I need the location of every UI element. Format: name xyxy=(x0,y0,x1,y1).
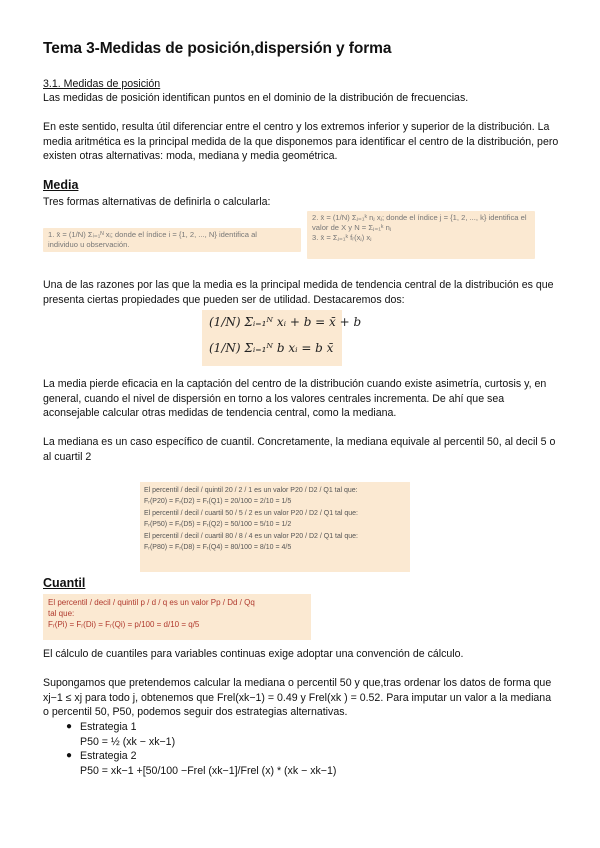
formula-line: individuo u observación. xyxy=(48,240,130,249)
list-item xyxy=(66,749,550,764)
eficacia-paragraph: La media pierde eficacia en la captación del centro de la distribución cuando existe asimetría, curtosis y, en general, cuando el nivel de dispersión en torno a los valores centrales incrementa. De ahí que sea aconsejable calcular otras medidas de tendencia central, como la mediana. xyxy=(43,378,547,419)
cuantil-definition-box xyxy=(43,594,311,640)
cuantil-def-line: tal que: xyxy=(48,609,75,618)
supongamos-paragraph: Supongamos que pretendemos calcular la mediana o percentil 50 y que,tras ordenar los datos de forma que xj−1 ≤ xj para todo j, obtenemos que Frel(xk−1) = 0.49 y Frel(xk ) = 0.52. Para imputar un valor a la mediana o percentil 50, P50, podemos seguir dos estrategias alternativas. xyxy=(43,677,552,718)
percentile-line: El percentil / decil / cuartil 80 / 8 / 4 es un valor P20 / D2 / Q1 tal que: xyxy=(144,532,358,540)
page-title: Tema 3-Medidas de posición,dispersión y forma xyxy=(43,40,392,57)
centro-paragraph: En este sentido, resulta útil diferenciar entre el centro y los extremos inferior y superior de la distribución. La media aritmética es la principal medida de la que disponemos para identificar el centro de la distribución, pero existen otras alternativas: moda, mediana y media geométrica. xyxy=(43,121,559,162)
percentile-examples-box xyxy=(140,482,410,572)
strategy-1-label: Estrategia 1 xyxy=(80,721,137,733)
media-formulas-box-right xyxy=(307,211,535,259)
propiedades-paragraph: Una de las razones por las que la media es la principal medida de tendencia central de la distribución es que presenta ciertas propiedades que pueden ser de utilidad. Destacaremos dos: xyxy=(43,279,554,306)
percentile-line: El percentil / decil / quintil 20 / 2 / 1 es un valor P20 / D2 / Q1 tal que: xyxy=(144,487,358,494)
formula-line: valor de X y N = Σⱼ₌₁ᵏ nⱼ xyxy=(312,223,392,232)
strategy-2-label: Estrategia 2 xyxy=(80,750,137,762)
strategies-list xyxy=(66,720,550,778)
bullet-icon: ● xyxy=(66,750,73,761)
list-item xyxy=(66,720,550,735)
subsection-heading: 3.1. Medidas de posición xyxy=(43,78,161,90)
media-heading: Media xyxy=(43,178,79,192)
percentile-line: El percentil / decil / cuartil 50 / 5 / 2 es un valor P20 / D2 / Q1 tal que: xyxy=(144,509,358,517)
cuantil-def-line: Fᵣ(Pi) = Fᵣ(Di) = Fᵣ(Qi) = p/100 = d/10 = q/5 xyxy=(48,620,200,629)
strategy-1-formula: P50 = ½ (xk − xk−1) xyxy=(80,735,176,748)
percentile-line: Fᵣ(P20) = Fᵣ(D2) = Fᵣ(Q1) = 20/100 = 2/10 = 1/5 xyxy=(144,498,292,506)
list-item-continuation xyxy=(80,764,550,779)
percentile-line: Fᵣ(P80) = Fᵣ(D8) = Fᵣ(Q4) = 80/100 = 8/10 = 4/5 xyxy=(144,544,292,552)
intro-paragraph: Las medidas de posición identifican puntos en el dominio de la distribución de frecuencias. xyxy=(43,92,469,104)
formula-line: 1. x̄ = (1/N) Σᵢ₌₁ᴺ xᵢ; donde el índice i = {1, 2, ..., N} identifica al xyxy=(48,230,257,239)
calculo-paragraph: El cálculo de cuantiles para variables continuas exige adoptar una convención de cálculo. xyxy=(43,648,464,660)
formula-line: 2. x̄ = (1/N) Σⱼ₌₁ᵏ nⱼ xⱼ; donde el índice j = {1, 2, ..., k} identifica el xyxy=(312,213,527,222)
property-formula-2: (1/N) Σᵢ₌₁ᴺ b xᵢ = b x̄ xyxy=(209,341,334,355)
bullet-icon: ● xyxy=(66,721,73,732)
percentile-line: Fᵣ(P50) = Fᵣ(D5) = Fᵣ(Q2) = 50/100 = 5/10 = 1/2 xyxy=(144,521,292,529)
strategy-2-formula: P50 = xk−1 +[50/100 −Frel (xk−1]/Frel (x) * (xk − xk−1) xyxy=(80,764,337,777)
media-properties-formulas xyxy=(202,310,362,366)
formula-line: 3. x̄ = Σⱼ₌₁ᵏ fᵣ(xⱼ) xⱼ xyxy=(312,233,372,242)
list-item-continuation xyxy=(80,735,550,750)
cuantil-def-line: El percentil / decil / quintil p / d / q es un valor Pp / Dd / Qq xyxy=(48,598,255,607)
property-formula-1: (1/N) Σᵢ₌₁ᴺ xᵢ + b = x̄ + b xyxy=(209,315,362,329)
mediana-paragraph: La mediana es un caso específico de cuantil. Concretamente, la mediana equivale al percentil 50, al decil 5 o al cuartil 2 xyxy=(43,436,556,463)
media-formulas-box-left xyxy=(43,228,301,252)
media-intro: Tres formas alternativas de definirla o calcularla: xyxy=(43,196,271,208)
cuantil-heading: Cuantil xyxy=(43,576,86,590)
